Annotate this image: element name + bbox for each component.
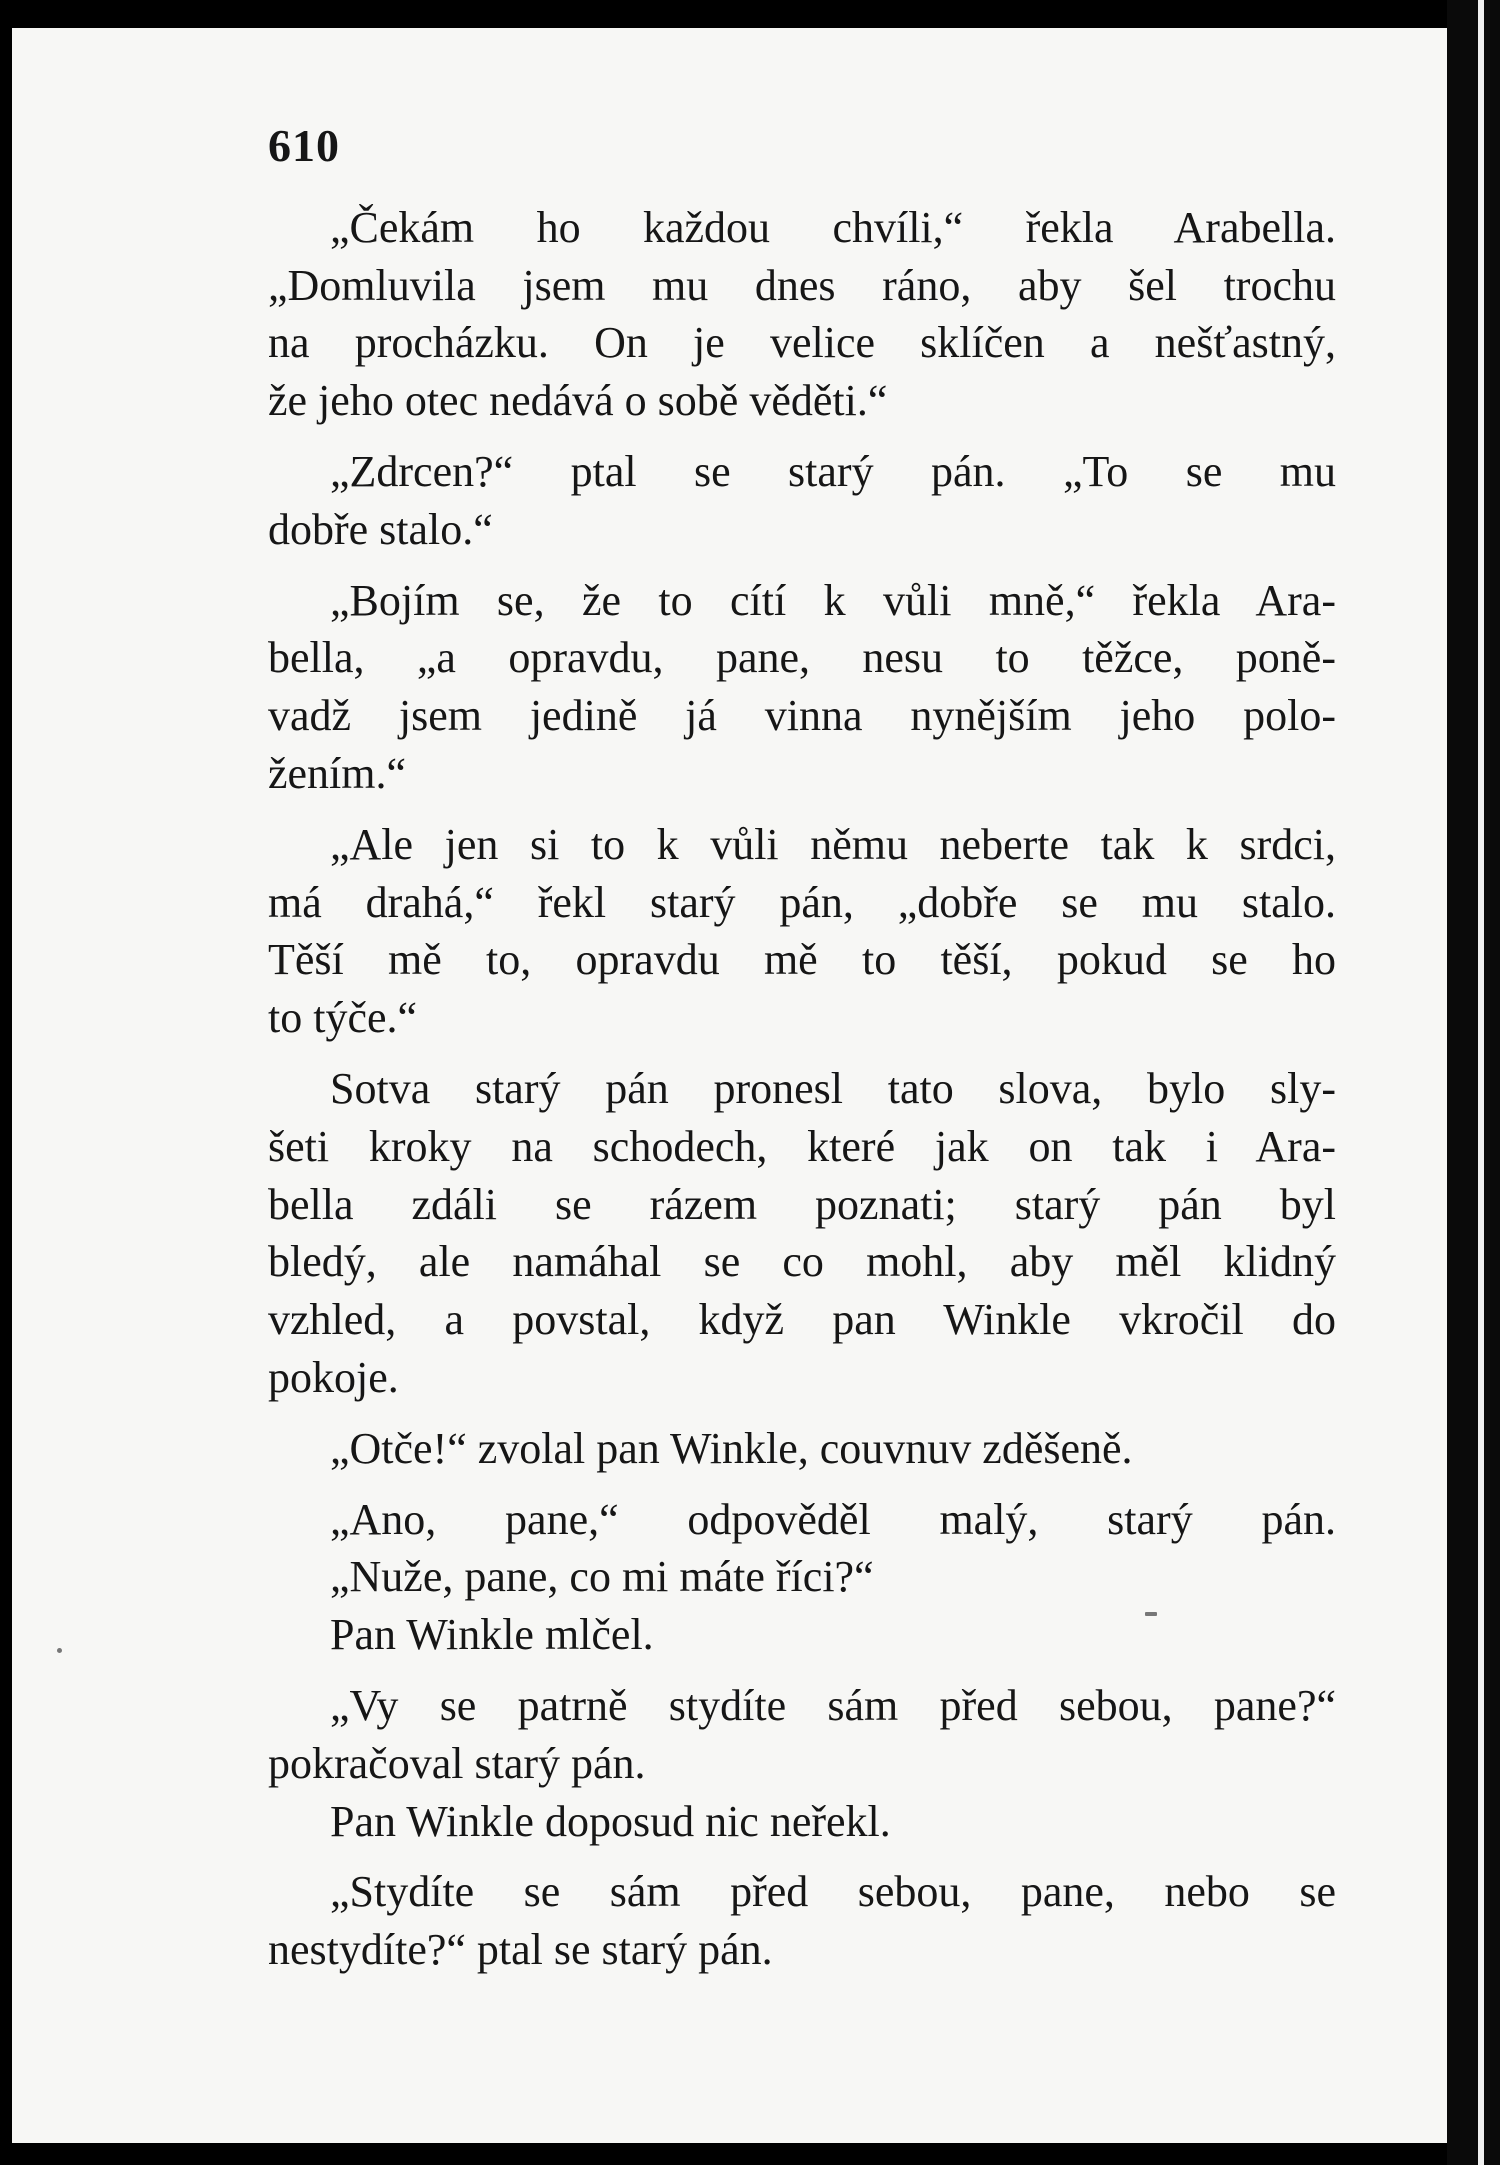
text-line: na procházku. On je velice sklíčen a nešťastný, [268, 318, 1336, 368]
text-line: „Stydíte se sám před sebou, pane, nebo se [330, 1867, 1336, 1917]
text-line: bledý, ale namáhal se co mohl, aby měl klidný [268, 1237, 1336, 1287]
text-line: Pan Winkle mlčel. [330, 1610, 654, 1660]
page-number: 610 [268, 120, 340, 171]
text-line: „Nuže, pane, co mi máte říci?“ [330, 1552, 874, 1602]
text-line: má drahá,“ řekl starý pán, „dobře se mu stalo. [268, 877, 1336, 927]
paragraph [268, 1420, 1336, 1478]
text-line: „Ale jen si to k vůli němu neberte tak k srdci, [330, 819, 1336, 869]
paragraph [268, 199, 1336, 430]
text-line: šeti kroky na schodech, které jak on tak i Ara- [268, 1121, 1336, 1171]
text-line: „Čekám ho každou chvíli,“ řekla Arabella. [330, 202, 1336, 252]
text-line: „Domluvila jsem mu dnes ráno, aby šel trochu [268, 260, 1336, 310]
text-line: „Zdrcen?“ ptal se starý pán. „To se mu [330, 446, 1336, 496]
paragraph [268, 572, 1336, 803]
adjacent-page-edge [1478, 0, 1484, 2165]
scan-speck [57, 1648, 62, 1653]
text-line: „Bojím se, že to cítí k vůli mně,“ řekla Ara- [330, 575, 1336, 625]
text-line: pokoje. [268, 1352, 399, 1402]
text-line: Těší mě to, opravdu mě to těší, pokud se ho [268, 935, 1336, 985]
text-line: bella zdáli se rázem poznati; starý pán byl [268, 1179, 1336, 1229]
scan-speck [1145, 1612, 1157, 1616]
text-line: to týče.“ [268, 993, 418, 1043]
text-line: dobře stalo.“ [268, 504, 493, 554]
paragraph [268, 443, 1336, 559]
text-line: „Ano, pane,“ odpověděl malý, starý pán. [330, 1494, 1336, 1544]
text-line: žením.“ [268, 748, 407, 798]
paragraph [268, 1060, 1336, 1407]
paragraph [268, 1491, 1336, 1664]
text-line: Sotva starý pán pronesl tato slova, bylo sly- [330, 1063, 1336, 1113]
text-line: vzhled, a povstal, když pan Winkle vkročil do [268, 1295, 1336, 1345]
text-line: nestydíte?“ ptal se starý pán. [268, 1925, 773, 1975]
text-line: že jeho otec nedává o sobě věděti.“ [268, 376, 888, 426]
text-line: Pan Winkle doposud nic neřekl. [330, 1796, 891, 1846]
paragraph [268, 1863, 1336, 1979]
paragraph [268, 1677, 1336, 1850]
text-line: pokračoval starý pán. [268, 1738, 646, 1788]
text-line: „Otče!“ zvolal pan Winkle, couvnuv zděšeně. [330, 1423, 1133, 1473]
text-line: bella, „a opravdu, pane, nesu to těžce, poně- [268, 633, 1336, 683]
text-line: vadž jsem jedině já vinna nynějším jeho polo- [268, 691, 1336, 741]
scan-border [1447, 0, 1500, 2165]
text-line: „Vy se patrně stydíte sám před sebou, pane?“ [330, 1680, 1336, 1730]
page-text [268, 117, 1336, 1992]
paragraph [268, 816, 1336, 1047]
